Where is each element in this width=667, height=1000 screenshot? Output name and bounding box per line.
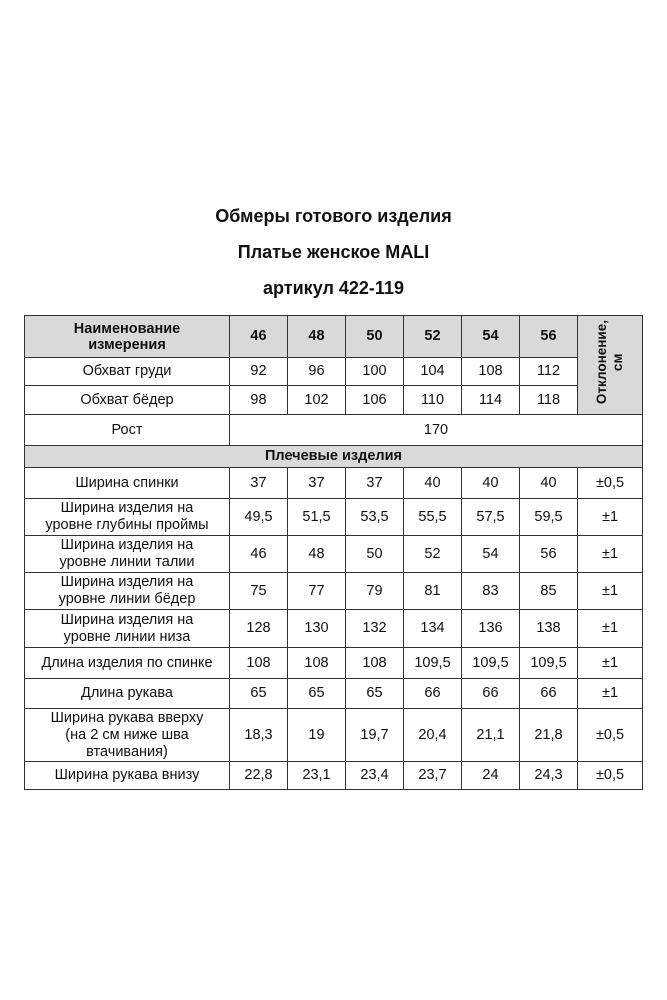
row-value: 106 bbox=[346, 386, 404, 415]
table-row bbox=[25, 762, 643, 790]
row-value: 108 bbox=[462, 358, 520, 386]
table-row bbox=[25, 536, 643, 573]
row-value: 40 bbox=[462, 468, 520, 499]
table-row bbox=[25, 358, 643, 386]
row-name: Обхват груди bbox=[25, 358, 230, 386]
row-name: Ширина изделия на уровне линии низа bbox=[25, 610, 230, 648]
row-value: 96 bbox=[288, 358, 346, 386]
row-value: 136 bbox=[462, 610, 520, 648]
row-value: 104 bbox=[404, 358, 462, 386]
row-value: 114 bbox=[462, 386, 520, 415]
row-value: 109,5 bbox=[404, 648, 462, 679]
row-tolerance: ±1 bbox=[578, 610, 643, 648]
row-tolerance: ±0,5 bbox=[578, 709, 643, 762]
row-value: 23,7 bbox=[404, 762, 462, 790]
row-value: 37 bbox=[230, 468, 288, 499]
table-row bbox=[25, 386, 643, 415]
row-value: 56 bbox=[520, 536, 578, 573]
row-value: 21,1 bbox=[462, 709, 520, 762]
row-value: 130 bbox=[288, 610, 346, 648]
row-value: 57,5 bbox=[462, 499, 520, 536]
row-value: 102 bbox=[288, 386, 346, 415]
row-value: 65 bbox=[346, 679, 404, 709]
row-value: 100 bbox=[346, 358, 404, 386]
title-measurements: Обмеры готового изделия bbox=[215, 206, 452, 226]
row-value: 109,5 bbox=[520, 648, 578, 679]
row-value: 37 bbox=[346, 468, 404, 499]
row-value: 37 bbox=[288, 468, 346, 499]
row-value: 59,5 bbox=[520, 499, 578, 536]
size-header-50: 50 bbox=[346, 316, 404, 358]
height-label: Рост bbox=[25, 415, 230, 446]
row-name: Длина рукава bbox=[25, 679, 230, 709]
row-value: 54 bbox=[462, 536, 520, 573]
row-value: 18,3 bbox=[230, 709, 288, 762]
row-tolerance: ±0,5 bbox=[578, 468, 643, 499]
row-name: Ширина рукава вверху (на 2 см ниже шва втачивания) bbox=[25, 709, 230, 762]
row-name: Ширина изделия на уровне линии талии bbox=[25, 536, 230, 573]
row-tolerance: ±1 bbox=[578, 679, 643, 709]
deviation-header-cell bbox=[578, 316, 643, 415]
row-tolerance: ±1 bbox=[578, 499, 643, 536]
row-name: Ширина изделия на уровне глубины проймы bbox=[25, 499, 230, 536]
title-article: артикул 422-119 bbox=[263, 278, 404, 298]
row-value: 138 bbox=[520, 610, 578, 648]
row-value: 50 bbox=[346, 536, 404, 573]
size-header-54: 54 bbox=[462, 316, 520, 358]
row-value: 132 bbox=[346, 610, 404, 648]
row-value: 108 bbox=[230, 648, 288, 679]
row-value: 92 bbox=[230, 358, 288, 386]
row-value: 49,5 bbox=[230, 499, 288, 536]
table-row bbox=[25, 709, 643, 762]
row-value: 109,5 bbox=[462, 648, 520, 679]
size-header-48: 48 bbox=[288, 316, 346, 358]
document-titles bbox=[0, 198, 667, 306]
height-row bbox=[25, 415, 643, 446]
row-value: 19,7 bbox=[346, 709, 404, 762]
table-row bbox=[25, 679, 643, 709]
row-name: Обхват бёдер bbox=[25, 386, 230, 415]
row-tolerance: ±1 bbox=[578, 536, 643, 573]
row-tolerance: ±1 bbox=[578, 648, 643, 679]
size-table bbox=[24, 315, 643, 790]
row-value: 65 bbox=[288, 679, 346, 709]
height-value: 170 bbox=[230, 415, 643, 446]
row-value: 40 bbox=[520, 468, 578, 499]
size-header-56: 56 bbox=[520, 316, 578, 358]
row-value: 85 bbox=[520, 573, 578, 610]
row-value: 23,4 bbox=[346, 762, 404, 790]
title-product: Платье женское MALI bbox=[237, 242, 430, 262]
row-value: 46 bbox=[230, 536, 288, 573]
row-value: 65 bbox=[230, 679, 288, 709]
header-name-cell: Наименование измерения bbox=[25, 316, 230, 358]
row-value: 24,3 bbox=[520, 762, 578, 790]
row-value: 118 bbox=[520, 386, 578, 415]
table-row bbox=[25, 573, 643, 610]
row-value: 40 bbox=[404, 468, 462, 499]
row-value: 112 bbox=[520, 358, 578, 386]
row-name: Длина изделия по спинке bbox=[25, 648, 230, 679]
table-row bbox=[25, 610, 643, 648]
row-value: 21,8 bbox=[520, 709, 578, 762]
row-value: 134 bbox=[404, 610, 462, 648]
row-value: 22,8 bbox=[230, 762, 288, 790]
row-value: 51,5 bbox=[288, 499, 346, 536]
row-value: 83 bbox=[462, 573, 520, 610]
size-header-52: 52 bbox=[404, 316, 462, 358]
row-value: 75 bbox=[230, 573, 288, 610]
row-tolerance: ±1 bbox=[578, 573, 643, 610]
row-value: 66 bbox=[404, 679, 462, 709]
row-value: 98 bbox=[230, 386, 288, 415]
row-value: 52 bbox=[404, 536, 462, 573]
table-row bbox=[25, 468, 643, 499]
row-value: 108 bbox=[288, 648, 346, 679]
row-value: 66 bbox=[462, 679, 520, 709]
row-value: 81 bbox=[404, 573, 462, 610]
row-tolerance: ±0,5 bbox=[578, 762, 643, 790]
row-name: Ширина спинки bbox=[25, 468, 230, 499]
row-value: 108 bbox=[346, 648, 404, 679]
row-value: 55,5 bbox=[404, 499, 462, 536]
section-label: Плечевые изделия bbox=[25, 446, 643, 468]
row-value: 48 bbox=[288, 536, 346, 573]
row-value: 79 bbox=[346, 573, 404, 610]
row-value: 20,4 bbox=[404, 709, 462, 762]
row-value: 53,5 bbox=[346, 499, 404, 536]
row-name: Ширина рукава внизу bbox=[25, 762, 230, 790]
row-name: Ширина изделия на уровне линии бёдер bbox=[25, 573, 230, 610]
table-row bbox=[25, 648, 643, 679]
section-row bbox=[25, 446, 643, 468]
row-value: 128 bbox=[230, 610, 288, 648]
deviation-header-label: Отклонение, см bbox=[594, 320, 625, 405]
row-value: 66 bbox=[520, 679, 578, 709]
row-value: 19 bbox=[288, 709, 346, 762]
size-header-46: 46 bbox=[230, 316, 288, 358]
row-value: 23,1 bbox=[288, 762, 346, 790]
row-value: 24 bbox=[462, 762, 520, 790]
table-row bbox=[25, 499, 643, 536]
row-value: 110 bbox=[404, 386, 462, 415]
row-value: 77 bbox=[288, 573, 346, 610]
header-row bbox=[25, 316, 643, 358]
